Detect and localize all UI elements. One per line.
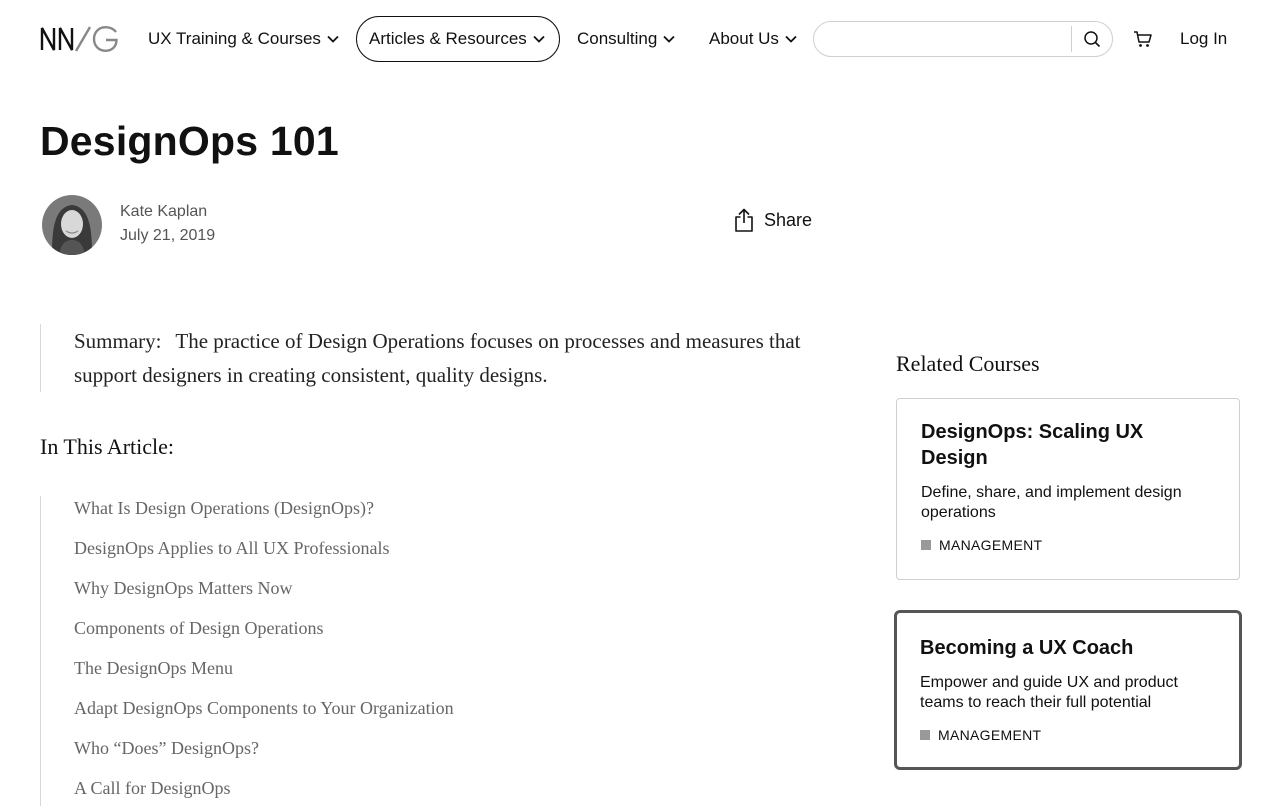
author-avatar[interactable] xyxy=(42,195,102,255)
table-of-contents xyxy=(40,496,641,806)
nav-articles-resources[interactable] xyxy=(356,16,560,62)
course-tag xyxy=(921,537,1215,553)
chevron-down-icon xyxy=(663,35,675,43)
toc-title: In This Article: xyxy=(40,434,175,459)
publish-date: July 21, 2019 xyxy=(120,227,216,244)
nav-label: Articles & Resources xyxy=(369,29,527,48)
toc-item[interactable]: What Is Design Operations (DesignOps)? xyxy=(74,498,374,518)
toc-item[interactable]: Who “Does” DesignOps? xyxy=(74,738,259,758)
login-link[interactable]: Log In xyxy=(1180,29,1228,48)
course-card-designops-scaling[interactable] xyxy=(896,398,1240,580)
share-label: Share xyxy=(764,209,813,230)
chevron-down-icon xyxy=(785,35,797,43)
article-summary xyxy=(40,324,820,392)
course-tag-label: MANAGEMENT xyxy=(939,537,1043,553)
related-courses-title: Related Courses xyxy=(896,351,1040,376)
toc-item[interactable]: A Call for DesignOps xyxy=(74,778,231,798)
tag-square-icon xyxy=(920,730,930,740)
nav-label: Consulting xyxy=(577,29,658,48)
course-title: DesignOps: Scaling UX Design xyxy=(921,421,1144,469)
share-icon xyxy=(734,208,754,232)
course-description: Empower and guide UX and product teams to reach their full potential xyxy=(920,674,1178,711)
page-title: DesignOps 101 xyxy=(40,118,339,164)
search-button[interactable] xyxy=(1072,22,1112,56)
nav-label: About Us xyxy=(709,29,779,48)
course-tag xyxy=(920,727,1216,743)
toc-item[interactable]: Components of Design Operations xyxy=(74,618,324,638)
cart-icon[interactable] xyxy=(1133,29,1153,49)
course-title: Becoming a UX Coach xyxy=(920,637,1134,659)
nav-consulting[interactable] xyxy=(577,16,675,62)
share-button[interactable] xyxy=(734,208,812,232)
search-input[interactable] xyxy=(828,23,1071,55)
toc-item[interactable]: Adapt DesignOps Components to Your Organization xyxy=(74,698,454,718)
toc-item[interactable]: DesignOps Applies to All UX Professionals xyxy=(74,538,390,558)
tag-square-icon xyxy=(921,540,931,550)
nav-label: UX Training & Courses xyxy=(148,29,321,48)
toc-item[interactable]: The DesignOps Menu xyxy=(74,658,233,678)
nav-ux-training-courses[interactable] xyxy=(148,16,339,62)
author-name[interactable]: Kate Kaplan xyxy=(120,203,208,220)
course-card-ux-coach[interactable] xyxy=(894,610,1242,770)
summary-label: Summary: xyxy=(74,329,162,353)
search-box xyxy=(813,21,1113,57)
chevron-down-icon xyxy=(327,35,339,43)
nav-about-us[interactable] xyxy=(709,16,797,62)
toc-item[interactable]: Why DesignOps Matters Now xyxy=(74,578,293,598)
search-icon xyxy=(1083,30,1101,48)
course-description: Define, share, and implement design operations xyxy=(921,484,1182,521)
summary-text: The practice of Design Operations focuses on processes and measures that support designers in creating consistent, quality designs. xyxy=(74,329,801,387)
nng-logo[interactable] xyxy=(40,24,120,54)
course-tag-label: MANAGEMENT xyxy=(938,727,1042,743)
chevron-down-icon xyxy=(533,35,545,43)
